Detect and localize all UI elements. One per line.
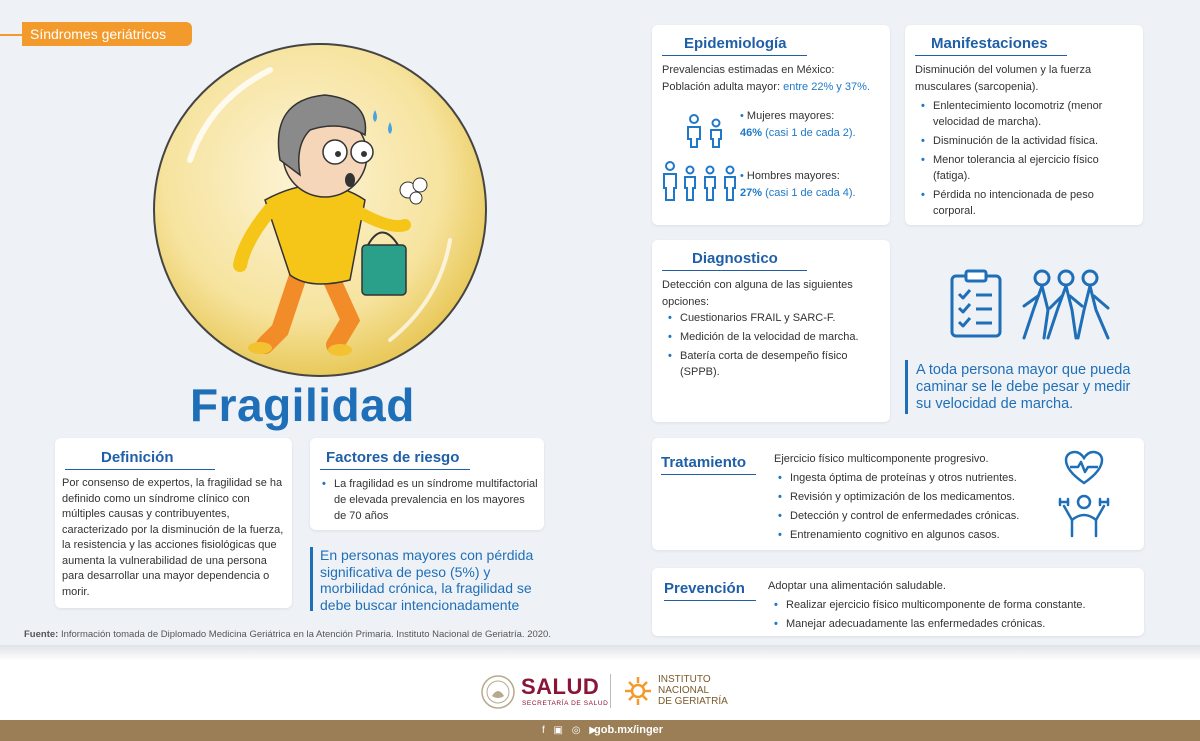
inst-line-2: NACIONAL: [658, 685, 710, 696]
footer-logos: [0, 660, 1200, 720]
epi-intro-b: Población adulta mayor:: [662, 80, 784, 93]
list-item: • Enlentecimiento locomotriz (menor velocidad de marcha).: [921, 98, 1135, 130]
exercise-person-icon: [1058, 490, 1110, 538]
callout-weigh: A toda persona mayor que pueda caminar se le debe pesar y medir su velocidad de marcha.: [916, 362, 1131, 412]
list-item: • Batería corta de desempeño físico (SPPB).: [668, 348, 882, 380]
secretaria-text: SECRETARÍA DE SALUD: [522, 700, 609, 707]
card-epidemiologia: [652, 25, 890, 225]
clipboard-checklist-icon: [948, 268, 1004, 340]
card-diagnostico: [652, 240, 890, 422]
card-manifestaciones: [905, 25, 1143, 225]
tratamiento-intro: Ejercicio físico multicomponente progresivo.: [774, 453, 989, 465]
list-item: • Ingesta óptima de proteínas y otros nutrientes.: [778, 470, 1078, 486]
manifestaciones-title: Manifestaciones: [915, 35, 1067, 56]
source-note: [24, 629, 551, 640]
tratamiento-title: Tratamiento: [661, 454, 756, 475]
list-item: • Cuestionarios FRAIL y SARC-F.: [668, 310, 882, 326]
men-note: (casi 1 de cada 4).: [762, 186, 856, 199]
manifestaciones-list: [921, 98, 1135, 222]
tag-line: [0, 34, 22, 36]
prevencion-intro: Adoptar una alimentación saludable.: [768, 580, 946, 592]
factores-title: Factores de riesgo: [320, 449, 470, 470]
men-stat: • Hombres mayores: 27% (casi 1 de cada 4).: [740, 170, 856, 199]
geriatria-logo-icon: [622, 674, 654, 708]
women-stat: • Mujeres mayores: 46% (casi 1 de cada 2).: [740, 110, 856, 139]
list-item: • Pérdida no intencionada de peso corporal.: [921, 187, 1135, 219]
woman-in-bubble-illustration: [150, 40, 490, 380]
epi-range: entre 22% y 37%.: [783, 80, 870, 93]
section-tag: Síndromes geriátricos: [22, 22, 192, 46]
diagnostico-intro: Detección con alguna de las siguientes opciones:: [662, 279, 853, 308]
callout-weight-loss-marker: [310, 547, 313, 611]
diagnostico-list: [668, 310, 882, 383]
walking-people-icon: [1018, 268, 1114, 344]
main-title: Fragilidad: [190, 379, 415, 431]
manifestaciones-intro: Disminución del volumen y la fuerza musculares (sarcopenia).: [915, 64, 1092, 93]
list-item: • Menor tolerancia al ejercicio físico (fatiga).: [921, 152, 1135, 184]
tratamiento-list: [778, 470, 1078, 546]
women-note: (casi 1 de cada 2).: [762, 126, 856, 139]
inst-line-1: INSTITUTO: [658, 674, 711, 685]
prevencion-list: [774, 597, 1134, 635]
women-icon: [682, 113, 730, 149]
list-item: • Manejar adecuadamente las enfermedades crónicas.: [774, 616, 1134, 632]
card-prevencion: [652, 568, 1144, 636]
card-definicion: [55, 438, 292, 608]
source-text: Información tomada de Diplomado Medicina Geriátrica en la Atención Primaria. Instituto Nacional de Geriatría. 2020.: [58, 629, 551, 640]
geriatria-logo-text: [658, 674, 728, 707]
inst-line-3: DE GERIATRÍA: [658, 696, 728, 707]
epi-intro-a: Prevalencias estimadas en México:: [662, 64, 835, 76]
men-icon: [660, 160, 742, 202]
list-item: • Disminución de la actividad física.: [921, 133, 1135, 149]
list-item: • Detección y control de enfermedades crónicas.: [778, 508, 1078, 524]
definicion-title: Definición: [65, 449, 215, 470]
women-pct: 46%: [740, 126, 763, 139]
salud-logo-text: SALUD: [521, 674, 600, 699]
epidemiologia-intro: [662, 62, 884, 95]
factores-list: [322, 476, 540, 527]
list-item: • Medición de la velocidad de marcha.: [668, 329, 882, 345]
list-item: • Revisión y optimización de los medicamentos.: [778, 489, 1078, 505]
epidemiologia-title: Epidemiología: [662, 35, 807, 56]
definicion-text: Por consenso de expertos, la fragilidad se ha definido como un síndrome clínico con múltiples causas y contribuyentes, caracterizado por la disminución de la fuerza, la resistencia y las acciones fisiológicas que aumenta la vulnerabilidad de una persona para desarrollar una mayor dependencia o morir.: [62, 477, 284, 598]
men-label: Hombres mayores:: [746, 170, 840, 182]
prevencion-title: Prevención: [664, 580, 756, 601]
logo-divider: [610, 674, 611, 708]
list-item: • La fragilidad es un síndrome multifactorial de elevada prevalencia en los mayores de 70 años: [322, 476, 540, 524]
mexico-seal-icon: [480, 674, 516, 710]
card-factores: [310, 438, 544, 530]
bottom-bar: [0, 720, 1200, 741]
heart-pulse-icon: [1064, 450, 1104, 486]
social-icons[interactable]: f ▣ ◎ ▶: [542, 725, 600, 736]
list-item: • Entrenamiento cognitivo en algunos casos.: [778, 527, 1078, 543]
diagnostico-title: Diagnostico: [662, 250, 807, 271]
list-item: • Realizar ejercicio físico multicomponente de forma constante.: [774, 597, 1134, 613]
callout-weight-loss: En personas mayores con pérdida significativa de peso (5%) y morbilidad crónica, la fragilidad se debe buscar intencionadamente: [320, 547, 534, 613]
card-tratamiento: [652, 438, 1144, 550]
men-pct: 27%: [740, 186, 763, 199]
footer-shadow: [0, 645, 1200, 661]
source-label: Fuente:: [24, 629, 59, 640]
women-label: Mujeres mayores:: [746, 110, 835, 122]
website-link[interactable]: gob.mx/inger: [594, 724, 664, 736]
